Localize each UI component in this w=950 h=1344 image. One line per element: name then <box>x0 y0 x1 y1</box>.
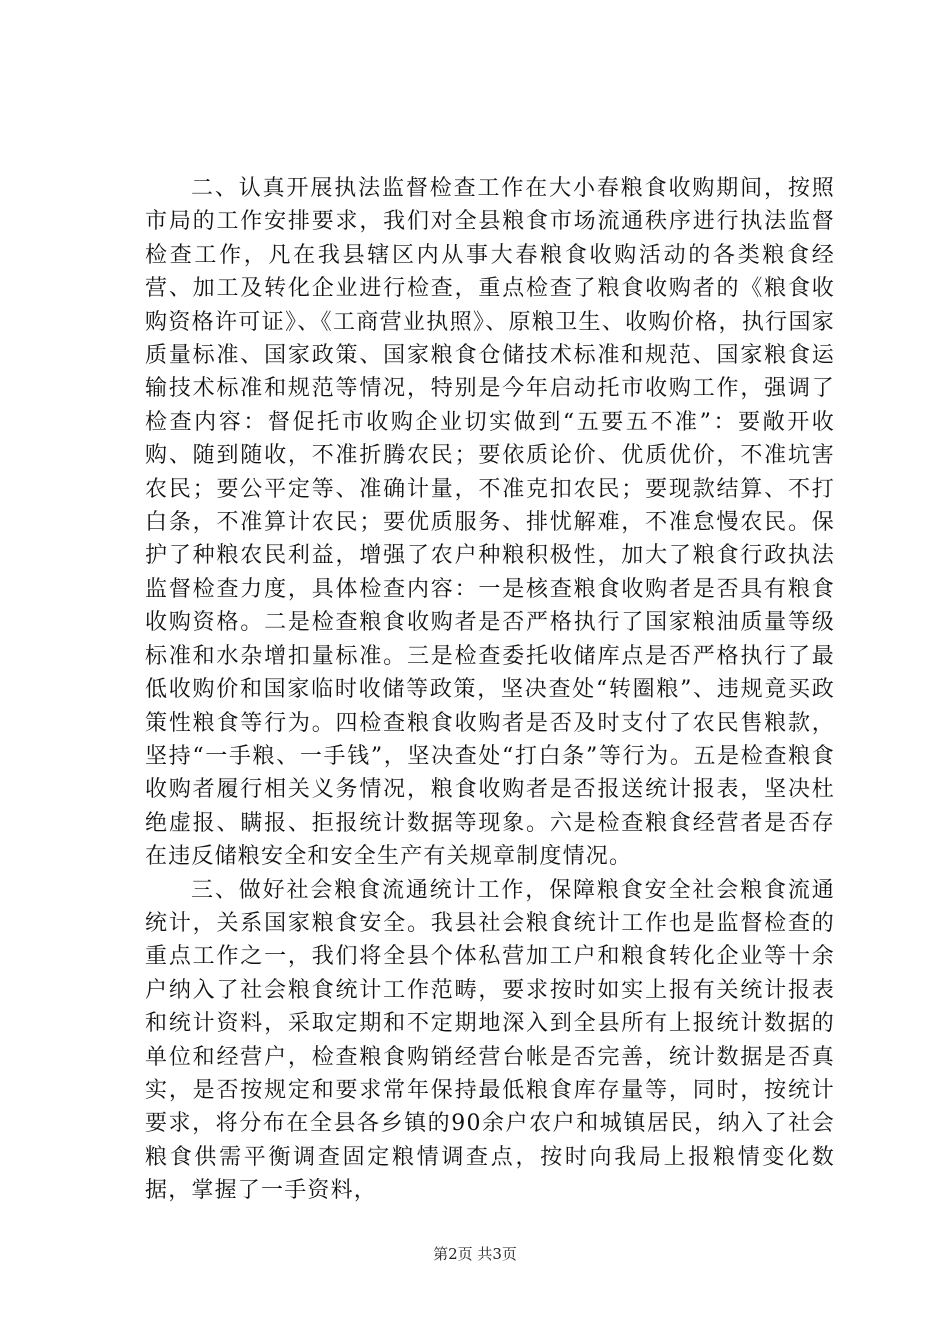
paragraph-inspection-work: 二、认真开展执法监督检查工作在大小春粮食收购期间，按照市局的工作安排要求，我们对全县粮食市场流通秩序进行执法监督检查工作，凡在我县辖区内从事大春粮食收购活动的各类粮食经营、加工及转化企业进行检查，重点检查了粮食收购者的《粮食收购资格许可证》、《工商营业执照》、原粮卫生、收购价格，执行国家质量标准、国家政策、国家粮食仓储技术标准和规范、国家粮食运输技术标准和规范等情况，特别是今年启动托市收购工作，强调了检查内容：督促托市收购企业切实做到“五要五不准”：要敞开收购、随到随收，不准折腾农民；要依质论价、优质优价，不准坑害农民；要公平定等、准确计量，不准克扣农民；要现款结算、不打白条，不准算计农民；要优质服务、排忧解难，不准怠慢农民。保护了种粮农民利益，增强了农户种粮积极性，加大了粮食行政执法监督检查力度，具体检查内容：一是核查粮食收购者是否具有粮食收购资格。二是检查粮食收购者是否严格执行了国家粮油质量等级标准和水杂增扣量标准。三是检查委托收储库点是否严格执行了最低收购价和国家临时收储等政策，坚决查处“转圈粮”、违规竟买政策性粮食等行为。四检查粮食收购者是否及时支付了农民售粮款，坚持“一手粮、一手钱”，坚决查处“打白条”等行为。五是检查粮食收购者履行相关义务情况，粮食收购者是否报送统计报表，坚决杜绝虚报、瞒报、拒报统计数据等现象。六是检查粮食经营者是否存在违反储粮安全和安全生产有关规章制度情况。 <box>145 176 835 870</box>
paragraph-grain-statistics: 三、做好社会粮食流通统计工作，保障粮食安全社会粮食流通统计，关系国家粮食安全。我县社会粮食统计工作也是监督检查的重点工作之一，我们将全县个体私营加工户和粮食转化企业等十余户纳入了社会粮食统计工作范畴，要求按时如实上报有关统计报表和统计资料，采取定期和不定期地深入到全县所有上报统计数据的单位和经营户，检查粮食购销经营台帐是否完善，统计数据是否真实，是否按规定和要求常年保持最低粮食库存量等，同时，按统计要求，将分布在全县各乡镇的90余户农户和城镇居民，纳入了社会粮食供需平衡调查固定粮情调查点，按时向我局上报粮情变化数据，掌握了一手资料， <box>145 877 835 1204</box>
document-body <box>145 172 835 1208</box>
page-footer: 第2页 共3页 <box>433 1245 517 1263</box>
